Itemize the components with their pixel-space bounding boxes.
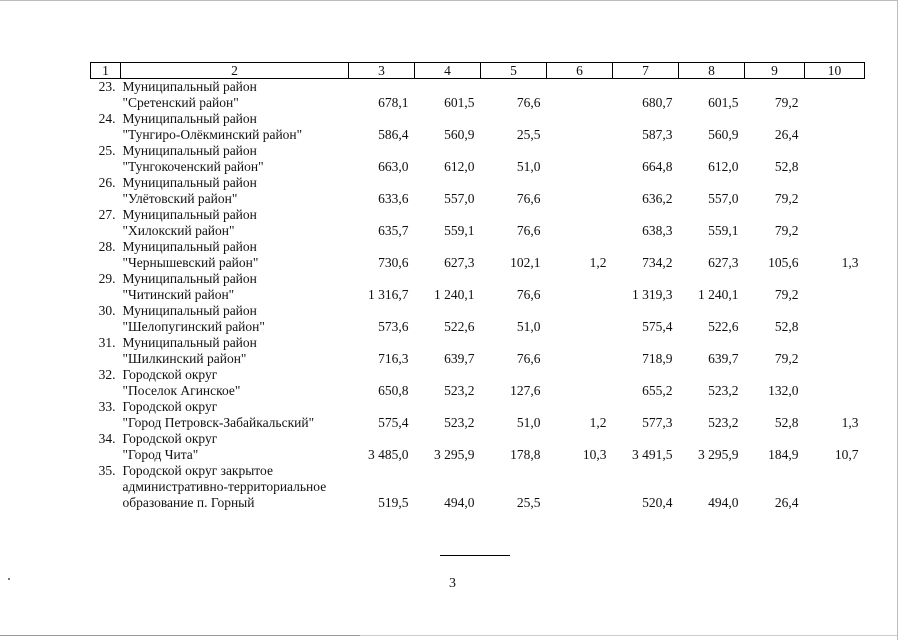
table-row <box>91 399 865 431</box>
page-right-edge <box>897 0 898 640</box>
value-cell-c4: 612,0 <box>444 159 475 174</box>
table-row <box>91 175 865 207</box>
entity-name-cell <box>121 367 349 399</box>
value-cell-c3: 519,5 <box>378 495 409 510</box>
value-cell-c6: 1,2 <box>589 415 607 430</box>
row-number: 35. <box>98 463 116 478</box>
value-cell-c6 <box>547 175 613 207</box>
entity-name-cell <box>121 79 349 112</box>
header-cell: 2 <box>121 63 349 79</box>
value-cell-c4: 522,6 <box>444 319 475 334</box>
header-cell: 7 <box>613 63 679 79</box>
value-cell-c4: 557,0 <box>444 191 475 206</box>
value-cell-c9: 52,8 <box>774 159 799 174</box>
value-cell-c9: 132,0 <box>768 383 799 398</box>
value-cell-c7: 664,8 <box>642 159 673 174</box>
entity-name-line: Муниципальный район <box>122 239 257 254</box>
value-cell-c9: 26,4 <box>774 127 799 142</box>
entity-name-line: "Шелопугинский район" <box>122 319 265 334</box>
page-bottom-edge <box>0 635 360 636</box>
value-cell-c5: 25,5 <box>516 495 541 510</box>
value-cell-c4: 559,1 <box>444 223 475 238</box>
entity-name-cell <box>121 239 349 271</box>
header-cell: 6 <box>547 63 613 79</box>
row-number: 26. <box>98 175 116 190</box>
entity-name-line: Муниципальный район <box>122 79 257 94</box>
value-cell-c9: 105,6 <box>768 255 799 270</box>
entity-name-line: "Тунгокоченский район" <box>122 159 264 174</box>
table-row <box>91 111 865 143</box>
entity-name-line: Муниципальный район <box>122 143 257 158</box>
value-cell-c3: 663,0 <box>378 159 409 174</box>
value-cell-c3: 678,1 <box>378 95 409 110</box>
value-cell-c10 <box>805 463 865 511</box>
value-cell-c5: 51,0 <box>516 159 541 174</box>
value-cell-c7: 577,3 <box>642 415 673 430</box>
entity-name-cell <box>121 431 349 463</box>
value-cell-c8: 601,5 <box>708 95 739 110</box>
value-cell-c7: 638,3 <box>642 223 673 238</box>
value-cell-c6: 10,3 <box>582 447 607 462</box>
value-cell-c6 <box>547 463 613 511</box>
table-row <box>91 335 865 367</box>
value-cell-c5: 102,1 <box>510 255 541 270</box>
value-cell-c5: 51,0 <box>516 415 541 430</box>
value-cell-c8: 523,2 <box>708 383 739 398</box>
entity-name-cell <box>121 271 349 303</box>
entity-name-line: Городской округ <box>122 399 218 414</box>
value-cell-c4: 494,0 <box>444 495 475 510</box>
row-number: 32. <box>98 367 116 382</box>
value-cell-c5: 76,6 <box>516 351 541 366</box>
value-cell-c6 <box>547 303 613 335</box>
row-number: 33. <box>98 399 116 414</box>
entity-name-line: Муниципальный район <box>122 111 257 126</box>
entity-name-line: "Шилкинский район" <box>122 351 247 366</box>
value-cell-c3: 633,6 <box>378 191 409 206</box>
entity-name-line: "Поселок Агинское" <box>122 383 241 398</box>
header-cell: 10 <box>805 63 865 79</box>
value-cell-c4: 627,3 <box>444 255 475 270</box>
entity-name-cell <box>121 335 349 367</box>
value-cell-c5: 127,6 <box>510 383 541 398</box>
entity-name-cell <box>121 143 349 175</box>
footnote-rule <box>440 555 510 556</box>
value-cell-c10: 1,3 <box>841 255 859 270</box>
entity-name-cell <box>121 175 349 207</box>
entity-name-line: "Город Чита" <box>122 447 199 462</box>
header-cell: 9 <box>745 63 805 79</box>
page-top-edge <box>0 0 897 1</box>
value-cell-c9: 52,8 <box>774 415 799 430</box>
value-cell-c7: 734,2 <box>642 255 673 270</box>
value-cell-c3: 3 485,0 <box>368 447 409 462</box>
value-cell-c9: 79,2 <box>774 191 799 206</box>
page-number: 3 <box>449 576 456 591</box>
value-cell-c4: 560,9 <box>444 127 475 142</box>
row-number: 30. <box>98 303 116 318</box>
value-cell-c6 <box>547 79 613 112</box>
header-row <box>91 63 865 79</box>
row-number: 25. <box>98 143 116 158</box>
entity-name-line: Городской округ <box>122 431 218 446</box>
entity-name-line: "Сретенский район" <box>122 95 239 110</box>
value-cell-c5: 25,5 <box>516 127 541 142</box>
entity-name-line: Муниципальный район <box>122 303 257 318</box>
value-cell-c8: 560,9 <box>708 127 739 142</box>
value-cell-c8: 557,0 <box>708 191 739 206</box>
entity-name-line: "Хилокский район" <box>122 223 235 238</box>
row-number: 31. <box>98 335 116 350</box>
row-number: 29. <box>98 271 116 286</box>
value-cell-c10 <box>805 271 865 303</box>
entity-name-cell <box>121 207 349 239</box>
value-cell-c6 <box>547 367 613 399</box>
value-cell-c9: 26,4 <box>774 495 799 510</box>
table-row <box>91 143 865 175</box>
value-cell-c10 <box>805 335 865 367</box>
value-cell-c6 <box>547 143 613 175</box>
value-cell-c10 <box>805 79 865 112</box>
value-cell-c8: 3 295,9 <box>698 447 739 462</box>
value-cell-c10 <box>805 367 865 399</box>
value-cell-c8: 522,6 <box>708 319 739 334</box>
value-cell-c10 <box>805 303 865 335</box>
header-cell: 8 <box>679 63 745 79</box>
value-cell-c7: 1 319,3 <box>632 287 673 302</box>
value-cell-c10 <box>805 207 865 239</box>
entity-name-line: "Чернышевский район" <box>122 255 259 270</box>
value-cell-c6 <box>547 335 613 367</box>
table-row <box>91 207 865 239</box>
entity-name-line: "Тунгиро-Олёкминский район" <box>122 127 303 142</box>
header-cell: 5 <box>481 63 547 79</box>
entity-name-cell <box>121 303 349 335</box>
value-cell-c3: 586,4 <box>378 127 409 142</box>
value-cell-c6 <box>547 271 613 303</box>
entity-name-line: Муниципальный район <box>122 335 257 350</box>
value-cell-c8: 639,7 <box>708 351 739 366</box>
entity-name-cell <box>121 463 349 511</box>
value-cell-c6 <box>547 111 613 143</box>
value-cell-c5: 178,8 <box>510 447 541 462</box>
value-cell-c7: 655,2 <box>642 383 673 398</box>
value-cell-c10 <box>805 143 865 175</box>
value-cell-c8: 627,3 <box>708 255 739 270</box>
value-cell-c9: 184,9 <box>768 447 799 462</box>
entity-name-line: образование п. Горный <box>122 495 255 510</box>
value-cell-c3: 635,7 <box>378 223 409 238</box>
value-cell-c8: 612,0 <box>708 159 739 174</box>
value-cell-c9: 79,2 <box>774 223 799 238</box>
entity-name-line: "Читинский район" <box>122 287 235 302</box>
value-cell-c7: 575,4 <box>642 319 673 334</box>
entity-name-line: административно-территориальное <box>122 479 327 494</box>
value-cell-c3: 575,4 <box>378 415 409 430</box>
entity-name-line: "Город Петровск-Забайкальский" <box>122 415 315 430</box>
entity-name-cell <box>121 111 349 143</box>
value-cell-c8: 1 240,1 <box>698 287 739 302</box>
value-cell-c5: 51,0 <box>516 319 541 334</box>
value-cell-c3: 573,6 <box>378 319 409 334</box>
entity-name-cell <box>121 399 349 431</box>
value-cell-c6: 1,2 <box>589 255 607 270</box>
entity-name-line: Городской округ закрытое <box>122 463 273 478</box>
table-row <box>91 239 865 271</box>
entity-name-line: Муниципальный район <box>122 175 257 190</box>
entity-name-line: Городской округ <box>122 367 218 382</box>
value-cell-c9: 79,2 <box>774 351 799 366</box>
value-cell-c7: 680,7 <box>642 95 673 110</box>
value-cell-c9: 79,2 <box>774 95 799 110</box>
table-row <box>91 463 865 511</box>
header-cell: 3 <box>349 63 415 79</box>
value-cell-c5: 76,6 <box>516 95 541 110</box>
value-cell-c6 <box>547 207 613 239</box>
value-cell-c4: 3 295,9 <box>434 447 475 462</box>
value-cell-c4: 1 240,1 <box>434 287 475 302</box>
value-cell-c4: 523,2 <box>444 415 475 430</box>
value-cell-c7: 520,4 <box>642 495 673 510</box>
value-cell-c10: 1,3 <box>841 415 859 430</box>
row-number: 24. <box>98 111 116 126</box>
value-cell-c5: 76,6 <box>516 191 541 206</box>
value-cell-c8: 494,0 <box>708 495 739 510</box>
budget-table <box>90 62 865 511</box>
table-row <box>91 367 865 399</box>
value-cell-c4: 523,2 <box>444 383 475 398</box>
value-cell-c7: 587,3 <box>642 127 673 142</box>
row-number: 27. <box>98 207 116 222</box>
value-cell-c5: 76,6 <box>516 287 541 302</box>
entity-name-line: Муниципальный район <box>122 271 257 286</box>
value-cell-c8: 559,1 <box>708 223 739 238</box>
value-cell-c4: 639,7 <box>444 351 475 366</box>
header-cell: 4 <box>415 63 481 79</box>
value-cell-c3: 716,3 <box>378 351 409 366</box>
value-cell-c3: 730,6 <box>378 255 409 270</box>
value-cell-c10 <box>805 111 865 143</box>
value-cell-c7: 3 491,5 <box>632 447 673 462</box>
row-number: 28. <box>98 239 116 254</box>
value-cell-c3: 650,8 <box>378 383 409 398</box>
value-cell-c4: 601,5 <box>444 95 475 110</box>
value-cell-c9: 79,2 <box>774 287 799 302</box>
row-number: 23. <box>98 79 116 94</box>
entity-name-line: "Улётовский район" <box>122 191 238 206</box>
page-bottom-edge-faint <box>360 635 897 636</box>
value-cell-c8: 523,2 <box>708 415 739 430</box>
value-cell-c10: 10,7 <box>834 447 859 462</box>
table-row <box>91 431 865 463</box>
table-row <box>91 303 865 335</box>
header-cell: 1 <box>91 63 121 79</box>
value-cell-c3: 1 316,7 <box>368 287 409 302</box>
table-row <box>91 271 865 303</box>
row-number: 34. <box>98 431 116 446</box>
value-cell-c10 <box>805 175 865 207</box>
entity-name-line: Муниципальный район <box>122 207 257 222</box>
table-row <box>91 79 865 112</box>
value-cell-c7: 636,2 <box>642 191 673 206</box>
value-cell-c7: 718,9 <box>642 351 673 366</box>
value-cell-c9: 52,8 <box>774 319 799 334</box>
value-cell-c5: 76,6 <box>516 223 541 238</box>
